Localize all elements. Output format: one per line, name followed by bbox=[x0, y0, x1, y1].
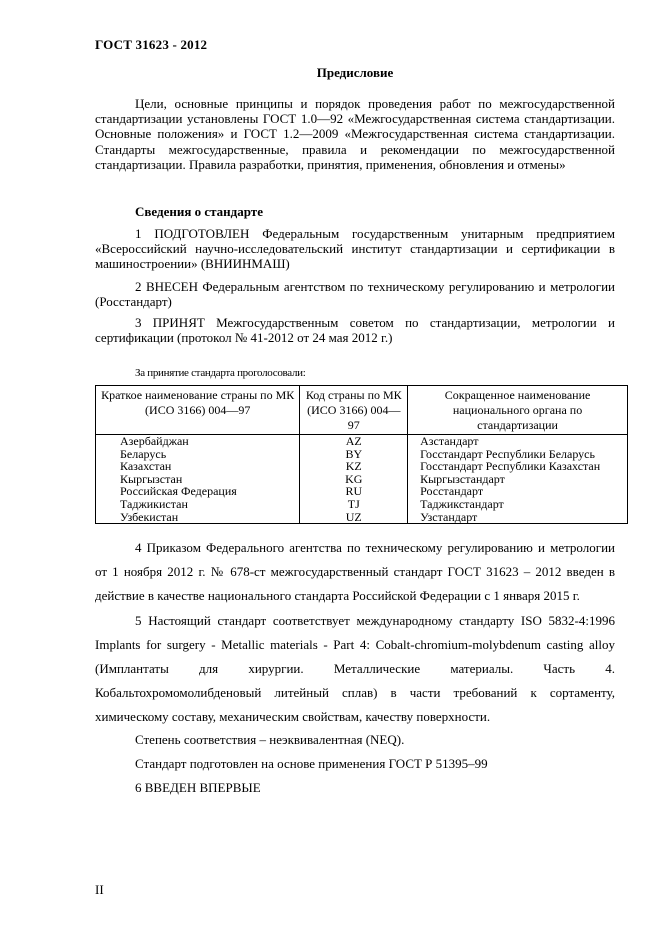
item4-order-paragraph: 4 Приказом Федерального агентства по техническому регулированию и метрологии от 1 ноября 2012 г. № 678-ст межгосударственный стандарт ГОСТ 31623 – 2012 введен в действие в качестве национального стандарта Российской Федерации с 1 января 2015 г. bbox=[95, 540, 615, 603]
country-code: AZ bbox=[300, 435, 408, 448]
national-body: Узстандарт bbox=[408, 511, 628, 524]
country-code: UZ bbox=[300, 511, 408, 524]
item5-conformity-paragraph: 5 Настоящий стандарт соответствует международному стандарту ISO 5832-4:1996 Implants for surgery - Metallic materials - Part 4: Cobalt-chromium-molybdenum casting alloy (Имплантаты для хирургии. Металлические материалы. Часть 4. Кобальтохромомолибденовый литейный сплав) в части требований к сортаменту, химическому составу, механическим свойствам, качеству поверхности. bbox=[95, 613, 615, 724]
item1-prepared-paragraph: 1 ПОДГОТОВЛЕН Федеральным государственным унитарным предприятием «Всероссийский научно-исследовательский институт стандартизации и сертификации в машиностроении» (ВНИИНМАШ) bbox=[95, 226, 615, 272]
standard-info-heading: Сведения о стандарте bbox=[135, 204, 263, 219]
country-name: Таджикистан bbox=[96, 498, 300, 511]
country-code: BY bbox=[300, 448, 408, 461]
based-on-paragraph: Стандарт подготовлен на основе применения ГОСТ Р 51395–99 bbox=[135, 756, 488, 771]
item3-adopted-paragraph: 3 ПРИНЯТ Межгосударственным советом по стандартизации, метрологии и сертификации (протокол № 41-2012 от 24 мая 2012 г.) bbox=[95, 315, 615, 346]
national-body: Азстандарт bbox=[408, 435, 628, 448]
table-row bbox=[96, 511, 628, 524]
votes-table-header-row bbox=[96, 386, 628, 435]
item2-submitted-paragraph: 2 ВНЕСЕН Федеральным агентством по техническому регулированию и метрологии (Росстандарт) bbox=[95, 279, 615, 310]
vote-caption: За принятие стандарта проголосовали: bbox=[135, 367, 306, 379]
table-row bbox=[96, 460, 628, 473]
country-name: Азербайджан bbox=[96, 435, 300, 448]
document-header-title: ГОСТ 31623 - 2012 bbox=[95, 37, 208, 52]
votes-table bbox=[95, 385, 628, 524]
header-national-body: Сокращенное наименование национального органа по стандартизации bbox=[408, 386, 628, 435]
national-body: Росстандарт bbox=[408, 485, 628, 498]
table-row bbox=[96, 498, 628, 511]
page-number: II bbox=[95, 882, 104, 897]
national-body: Таджикстандарт bbox=[408, 498, 628, 511]
foreword-intro-paragraph: Цели, основные принципы и порядок проведения работ по межгосударственной стандартизации установлены ГОСТ 1.0—92 «Межгосударственная система стандартизации. Основные положения» и ГОСТ 1.2—2009 «Межгосударственная система стандартизации. Стандарты межгосударственные, правила и рекомендации по межгосударственной стандартизации. Правила разработки, принятия, применения, обновления и отмены» bbox=[95, 96, 615, 172]
item6-first-introduced-paragraph: 6 ВВЕДЕН ВПЕРВЫЕ bbox=[135, 780, 261, 795]
foreword-title: Предисловие bbox=[316, 65, 394, 80]
country-code: TJ bbox=[300, 498, 408, 511]
national-body: Кыргызстандарт bbox=[408, 473, 628, 486]
country-code: KG bbox=[300, 473, 408, 486]
national-body: Госстандарт Республики Казахстан bbox=[408, 460, 628, 473]
country-name: Казахстан bbox=[96, 460, 300, 473]
country-name: Кыргызстан bbox=[96, 473, 300, 486]
country-name: Российская Федерация bbox=[96, 485, 300, 498]
national-body: Госстандарт Республики Беларусь bbox=[408, 448, 628, 461]
header-country-code: Код страны по МК (ИСО 3166) 004—97 bbox=[300, 386, 408, 435]
country-code: RU bbox=[300, 485, 408, 498]
table-row bbox=[96, 435, 628, 448]
country-name: Беларусь bbox=[96, 448, 300, 461]
country-name: Узбекистан bbox=[96, 511, 300, 524]
conformity-degree-paragraph: Степень соответствия – неэквивалентная (NEQ). bbox=[135, 732, 405, 747]
country-code: KZ bbox=[300, 460, 408, 473]
header-country-name: Краткое наименование страны по МК (ИСО 3166) 004—97 bbox=[96, 386, 300, 435]
